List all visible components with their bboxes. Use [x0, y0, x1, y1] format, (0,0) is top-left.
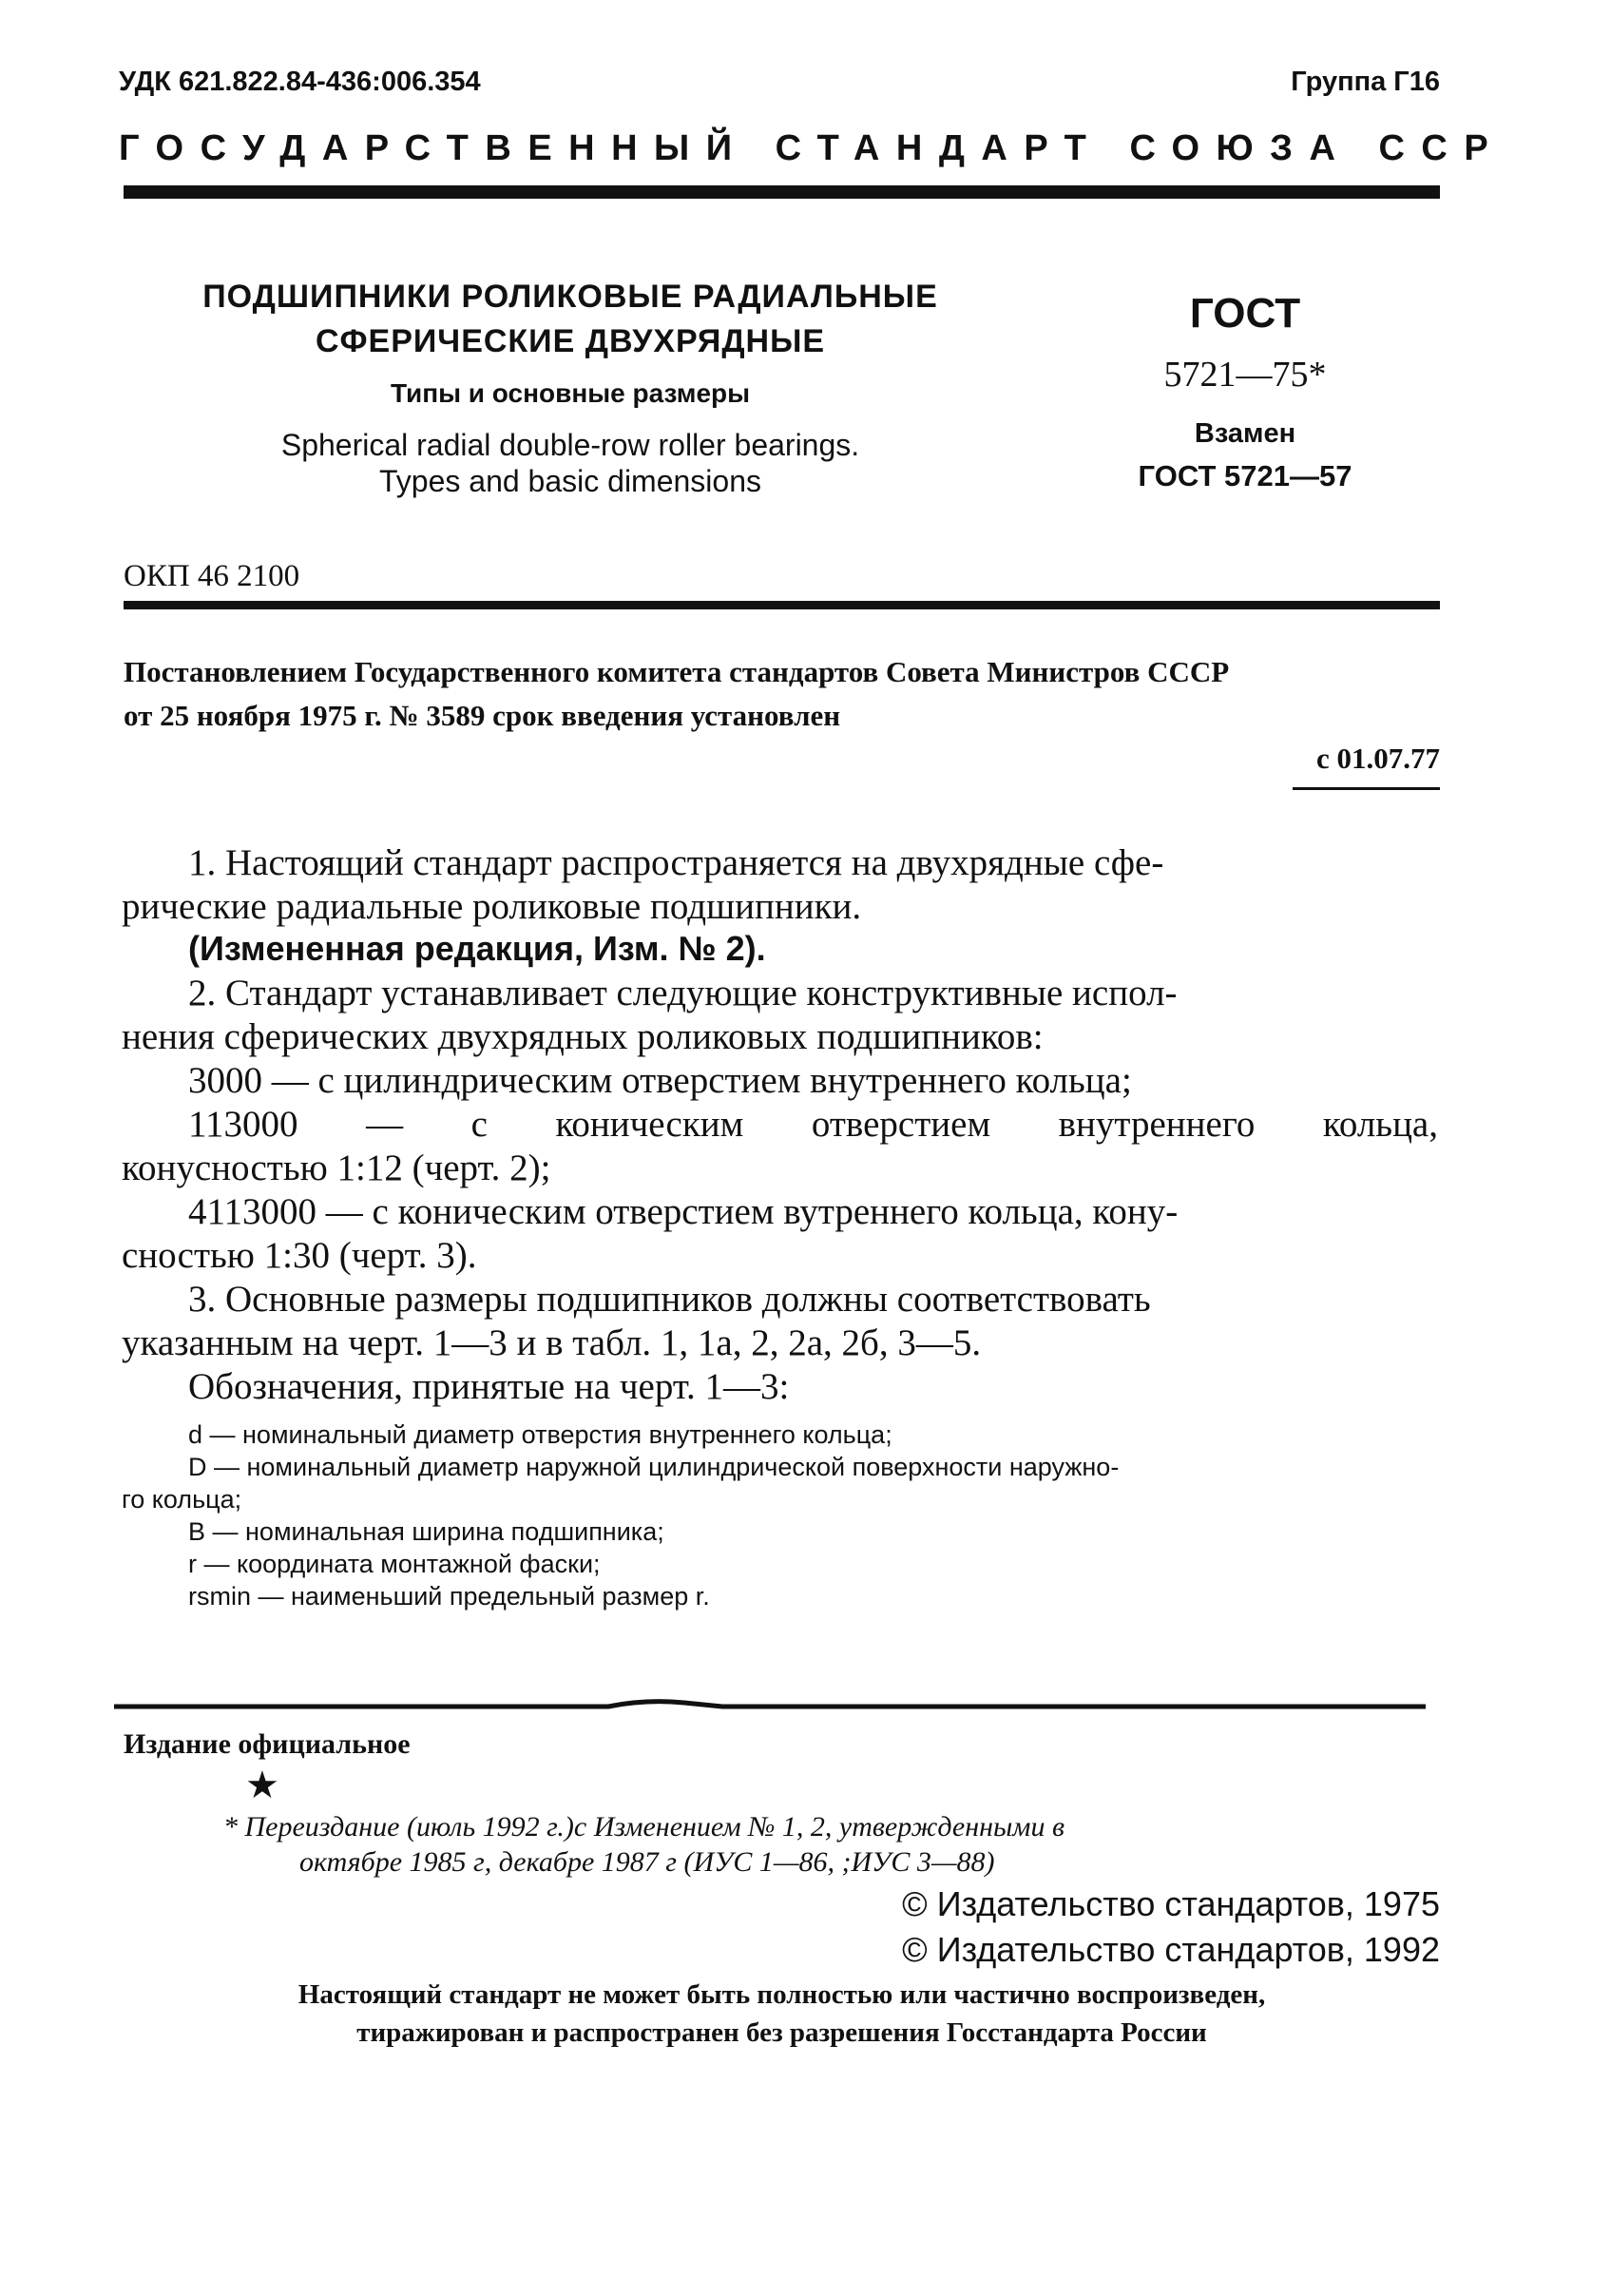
notation-d: d — номинальный диаметр отверстия внутреннего кольца; — [188, 1420, 892, 1449]
notice-line-2: тиражирован и распространен без разрешения Госстандарта России — [356, 2017, 1207, 2048]
para-2-line-2: нения сферических двухрядных роликовых подшипников: — [122, 1016, 1044, 1057]
okp-rule — [124, 601, 1440, 609]
decree-line-1: Постановлением Государственного комитета стандартов Совета Министров СССР — [124, 655, 1230, 688]
star-icon: ★ — [245, 1764, 279, 1807]
decree-line-2: от 25 ноября 1975 г. № 3589 срок введения установлен — [124, 699, 841, 732]
para-3-line-3: Обозначения, принятые на черт. 1—3: — [188, 1366, 790, 1407]
notation-B: B — номинальная ширина подшипника; — [188, 1517, 664, 1546]
para-2-line-6: 4113000 — с коническим отверстием вутреннего кольца, кону- — [188, 1191, 1179, 1232]
para-3-line-1: 3. Основные размеры подшипников должны соответствовать — [188, 1279, 1151, 1320]
header-rule — [124, 185, 1440, 199]
group-code: Группа Г16 — [1291, 67, 1440, 97]
date-underline — [1293, 787, 1440, 790]
gost-number: 5721—75* — [1163, 355, 1327, 395]
title-line-2: СФЕРИЧЕСКИЕ ДВУХРЯДНЫЕ — [315, 323, 826, 359]
notation-rsmin: rsmin — наименьший предельный размер r. — [188, 1582, 710, 1611]
effective-date: с 01.07.77 — [1315, 742, 1440, 775]
copyright-1992: © Издательство стандартов, 1992 — [902, 1930, 1440, 1969]
state-standard-banner: ГОСУДАРСТВЕННЫЙ СТАНДАРТ СОЮЗА ССР — [119, 128, 1506, 168]
subtitle: Типы и основные размеры — [390, 378, 751, 408]
para-1-amendment: (Измененная редакция, Изм. № 2). — [188, 929, 766, 968]
okp-code: ОКП 46 2100 — [124, 559, 300, 593]
para-2-line-7: сностью 1:30 (черт. 3). — [122, 1235, 477, 1276]
replaces-label: Взамен — [1194, 418, 1296, 449]
para-2-line-1: 2. Стандарт устанавливает следующие конструктивные испол- — [188, 973, 1178, 1013]
copyright-1975: © Издательство стандартов, 1975 — [902, 1884, 1440, 1923]
english-title-line-2: Types and basic dimensions — [379, 464, 761, 498]
gost-label: ГОСТ — [1189, 290, 1301, 337]
para-2-line-3: 3000 — с цилиндрическим отверстием внутреннего кольца; — [188, 1060, 1132, 1101]
para-1-line-1: 1. Настоящий стандарт распространяется на двухрядные сфе- — [188, 842, 1164, 883]
para-2-line-4: 113000 — с коническим отверстием внутреннего кольца, — [188, 1104, 1438, 1145]
reissue-line-1: * Переиздание (июль 1992 г.)с Изменением № 1, 2, утвержденными в — [223, 1811, 1064, 1843]
reissue-line-2: октябре 1985 г, декабре 1987 г (ИУС 1—86, ;ИУС 3—88) — [299, 1846, 995, 1878]
title-line-1: ПОДШИПНИКИ РОЛИКОВЫЕ РАДИАЛЬНЫЕ — [202, 279, 938, 315]
official-edition: Издание официальное — [124, 1728, 411, 1760]
footer-rule — [114, 1697, 1426, 1716]
replaces-gost: ГОСТ 5721—57 — [1138, 459, 1352, 492]
para-2-line-5: конусностью 1:12 (черт. 2); — [122, 1148, 551, 1188]
para-3-line-2: указанным на черт. 1—3 и в табл. 1, 1а, 2, 2а, 2б, 3—5. — [122, 1322, 982, 1363]
notation-D-line-1: D — номинальный диаметр наружной цилиндрической поверхности наружно- — [188, 1453, 1120, 1481]
english-title-line-1: Spherical radial double-row roller bearings. — [280, 428, 860, 462]
para-1-line-2: рические радиальные роликовые подшипники. — [122, 886, 862, 927]
notation-r: r — координата монтажной фаски; — [188, 1550, 601, 1578]
notice-line-1: Настоящий стандарт не может быть полностью или частично воспроизведен, — [297, 1979, 1266, 2010]
udk-code: УДК 621.822.84-436:006.354 — [119, 67, 481, 97]
notation-D-line-2: го кольца; — [122, 1485, 242, 1514]
